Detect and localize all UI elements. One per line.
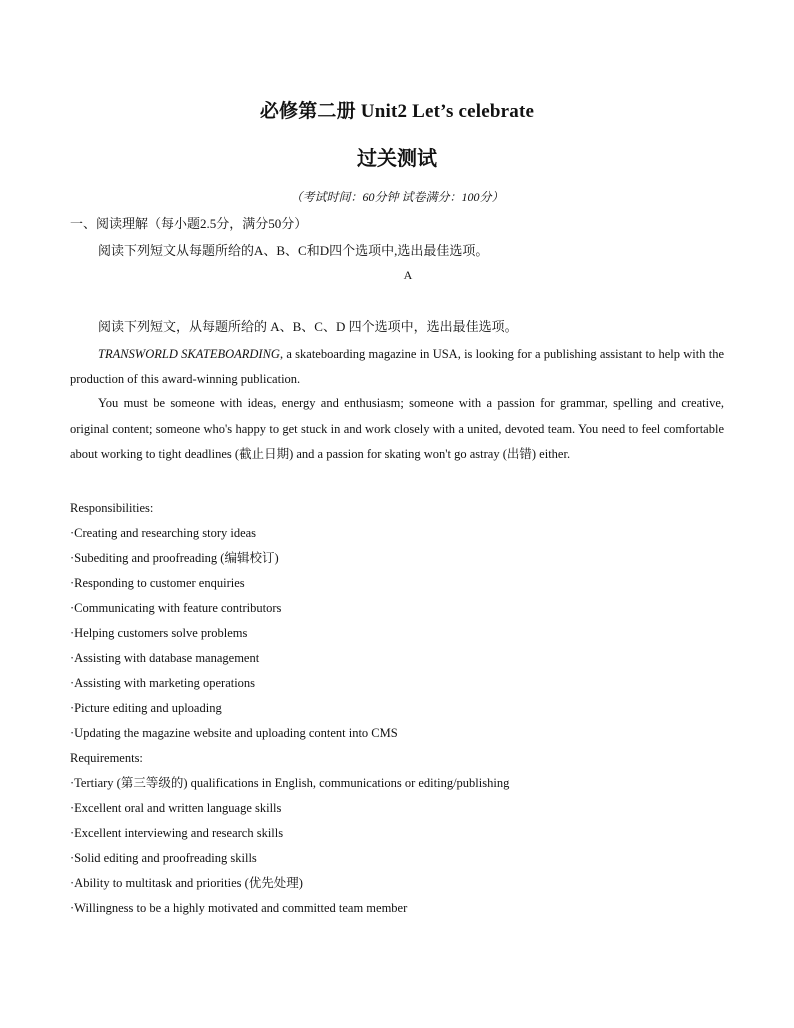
document-title: 必修第二册 Unit2 Let’s celebrate — [259, 101, 535, 122]
document-subtitle: 过关测试 — [357, 146, 437, 170]
list-item: ·Helping customers solve problems — [70, 626, 248, 640]
list-item: ·Subediting and proofreading (编辑校订) — [70, 551, 279, 565]
exam-info: （考试时间：60分钟 试卷满分：100分） — [290, 190, 504, 204]
passage-paragraph-1 — [70, 342, 724, 392]
list-item: ·Responding to customer enquiries — [70, 576, 245, 590]
list-item: ·Picture editing and uploading — [70, 701, 222, 715]
job-details-list — [70, 496, 509, 921]
magazine-name: TRANSWORLD SKATEBOARDING — [98, 347, 280, 361]
passage-instruction: 阅读下列短文，从每题所给的 A、B、C、D 四个选项中，选出最佳选项。 — [98, 319, 518, 334]
list-item: ·Creating and researching story ideas — [70, 526, 257, 540]
list-item: ·Communicating with feature contributors — [70, 601, 282, 615]
list-item: ·Tertiary (第三等级的) qualifications in English, communications or editing/publishing — [70, 776, 510, 790]
list-item: ·Assisting with marketing operations — [70, 676, 256, 690]
requirements-heading: Requirements: — [70, 751, 143, 765]
list-item: ·Excellent interviewing and research skills — [70, 826, 284, 840]
list-item: ·Solid editing and proofreading skills — [70, 851, 257, 865]
list-item: ·Willingness to be a highly motivated and committed team member — [70, 901, 408, 915]
section-heading: 一、阅读理解（每小题2.5分，满分50分） — [70, 216, 308, 231]
passage-paragraph-2: You must be someone with ideas, energy and enthusiasm; someone with a passion for grammar, spelling and creative, original content; someone who's happy to get stuck in and work closely with a united, devoted team. You need to feel comfortable about working to tight deadlines (截止日期) and a passion for skating won't go astray (出错) either. — [70, 396, 724, 461]
passage-label: A — [403, 268, 413, 282]
paragraph-1-text: , a skateboarding magazine in USA, is looking for a publishing assistant to help with the production of this award-winning publication. — [70, 347, 724, 386]
responsibilities-heading: Responsibilities: — [70, 501, 154, 515]
list-item: ·Excellent oral and written language skills — [70, 801, 282, 815]
section-instruction: 阅读下列短文从每题所给的A、B、C和D四个选项中,选出最佳选项。 — [98, 243, 489, 258]
list-item: ·Ability to multitask and priorities (优先处理) — [70, 876, 303, 890]
list-item: ·Updating the magazine website and uploading content into CMS — [70, 726, 398, 740]
list-item: ·Assisting with database management — [70, 651, 260, 665]
